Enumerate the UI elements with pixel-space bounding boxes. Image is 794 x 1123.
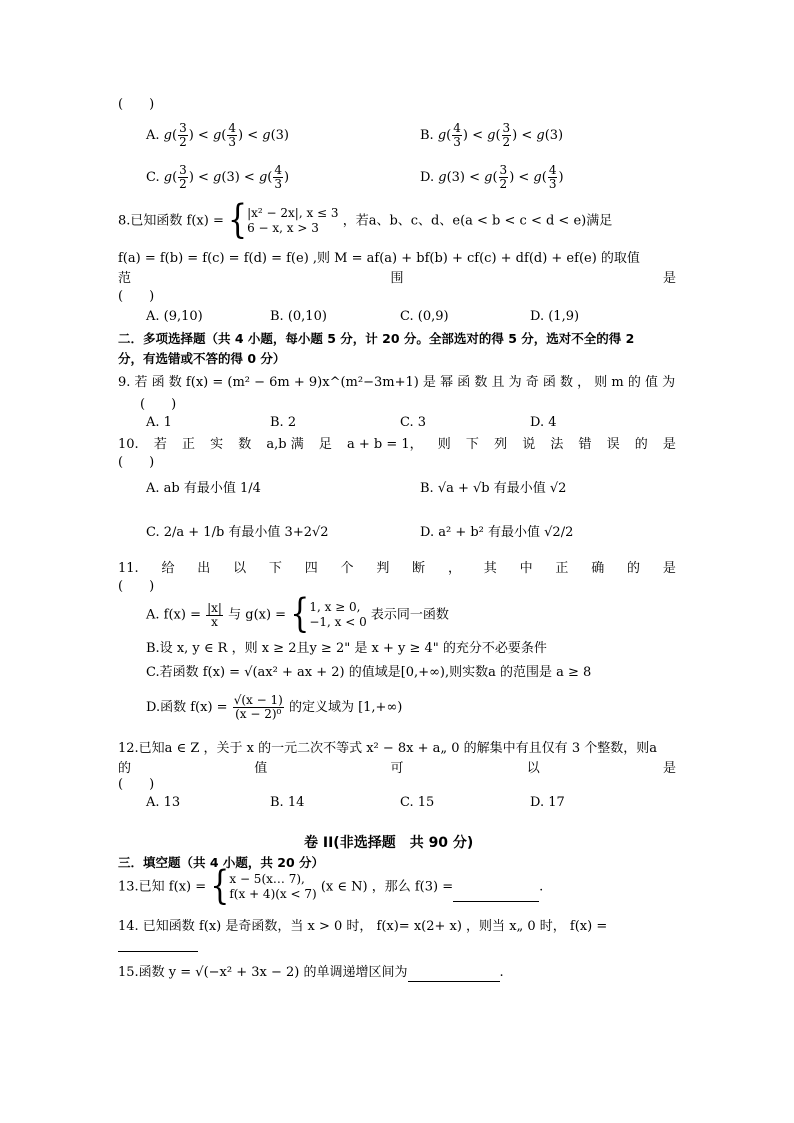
q10-option-d: D. a² + b² 有最小值 √2/2 (420, 525, 574, 540)
q7-option-c: C. g( $\frac{3}{2}$ ) < g(3) < g( $\frac{4}{3}$ ) (146, 163, 290, 191)
q15-answer-blank[interactable] (408, 981, 500, 982)
q8-option-a: A. (9,10) (146, 309, 203, 324)
q10-option-c: C. 2/a + 1/b 有最小值 3+2√2 (146, 525, 329, 540)
q12-option-d: D. 17 (530, 795, 565, 810)
q10-option-b: B. √a + √b 有最小值 √2 (420, 481, 567, 496)
q14-stem: 14. 已知函数 f(x) 是奇函数，当 x > 0 时， f(x)= x(2+ x) ，则当 x„ 0 时， f(x) = (118, 919, 608, 934)
q9-stem: 9. 若 函 数 f(x) = (m² − 6m + 9)x^(m²−3m+1) 是 幂 函 数 且 为 奇 函 数 ， 则 m 的 值 为 (118, 375, 676, 390)
q14-answer-blank[interactable] (118, 934, 198, 952)
section3-heading: 三．填空题（共 4 小题，共 20 分） (118, 855, 325, 870)
q11-option-d: D.函数 f(x) = $\frac{√(x - 1)}{\text{(x − 2)⁰}}$ 的定义域为 [1,+∞) (146, 693, 403, 721)
q8-option-c: C. (0,9) (400, 309, 449, 324)
q12-option-b: B. 14 (270, 795, 305, 810)
q13-answer-blank[interactable] (453, 901, 539, 902)
q11-option-c: C.若函数 f(x) = √(ax² + ax + 2) 的值域是[0,+∞),则实数a 的范围是 a ≥ 8 (146, 665, 592, 680)
q7-paren: ( ) (118, 97, 155, 112)
q9-option-a: A. 1 (146, 415, 172, 430)
q8-option-b: B. (0,10) (270, 309, 327, 324)
q12-option-a: A. 13 (146, 795, 181, 810)
q12-option-c: C. 15 (400, 795, 435, 810)
q7-option-a: A. g( $\frac{3}{2}$ ) < g( $\frac{4}{3}$ ) < g(3) (146, 121, 289, 149)
section2-heading: 二．多项选择题（共 4 小题，每小题 5 分，计 20 分。全部选对的得 5 分，选对不全的得 2 (118, 331, 635, 346)
q12-line2: 的 值 可 以 是 (118, 761, 676, 776)
q10-paren: ( ) (118, 455, 155, 470)
q8-stem: 8.已知函数 f(x) = { |x² − 2x|, x ≤ 3 6 − x, x > 3 ，若a、b、c、d、e(a < b < c < d < e)满足 (118, 197, 613, 244)
q9-option-b: B. 2 (270, 415, 297, 430)
q11-option-a: A. f(x) = $\frac{|x|}{x}$ 与 g(x) = { 1, x ≥ 0, −1, x < 0 表示同一函数 (146, 591, 449, 638)
q9-option-d: D. 4 (530, 415, 557, 430)
q11-paren: ( ) (118, 579, 155, 594)
q7-option-b: B. g( $\frac{4}{3}$ ) < g( $\frac{3}{2}$ ) < g(3) (420, 121, 564, 149)
q7-option-d: D. g(3) < g( $\frac{3}{2}$ ) < g( $\frac{4}{3}$ ) (420, 163, 564, 191)
q12-paren: ( ) (118, 777, 155, 792)
part2-title: 卷 II(非选择题 共 90 分) (304, 835, 474, 851)
section2-heading-2: 分，有选错或不答的得 0 分） (118, 351, 286, 366)
q15-stem: 15.函数 y = √(−x² + 3x − 2) 的单调递增区间为 . (118, 965, 504, 980)
q12-stem: 12.已知a ∈ Z ，关于 x 的一元二次不等式 x² − 8x + a„ 0 的解集中有且仅有 3 个整数，则a (118, 741, 657, 756)
q8-option-d: D. (1,9) (530, 309, 580, 324)
q9-paren: ( ) (140, 397, 177, 412)
q10-option-a: A. ab 有最小值 1/4 (146, 481, 261, 496)
q13-stem: 13.已知 f(x) = { x − 5(x… 7), f(x + 4)(x < 7) (x ∈ N) ，那么 f(3) = . (118, 863, 544, 910)
q11-option-b: B.设 x, y ∈ R ，则 x ≥ 2且y ≥ 2" 是 x + y ≥ 4" 的充分不必要条件 (146, 641, 547, 656)
q8-paren: ( ) (118, 289, 155, 304)
q8-line3: 范 围 是 (118, 271, 676, 286)
q10-stem: 10. 若 正 实 数 a,b 满 足 a + b = 1， 则 下 列 说 法 错 误 的 是 (118, 437, 676, 452)
q11-stem: 11. 给 出 以 下 四 个 判 断 ， 其 中 正 确 的 是 (118, 561, 676, 576)
q9-option-c: C. 3 (400, 415, 427, 430)
q8-line2: f(a) = f(b) = f(c) = f(d) = f(e) ,则 M = af(a) + bf(b) + cf(c) + df(d) + ef(e) 的取值 (118, 251, 640, 266)
